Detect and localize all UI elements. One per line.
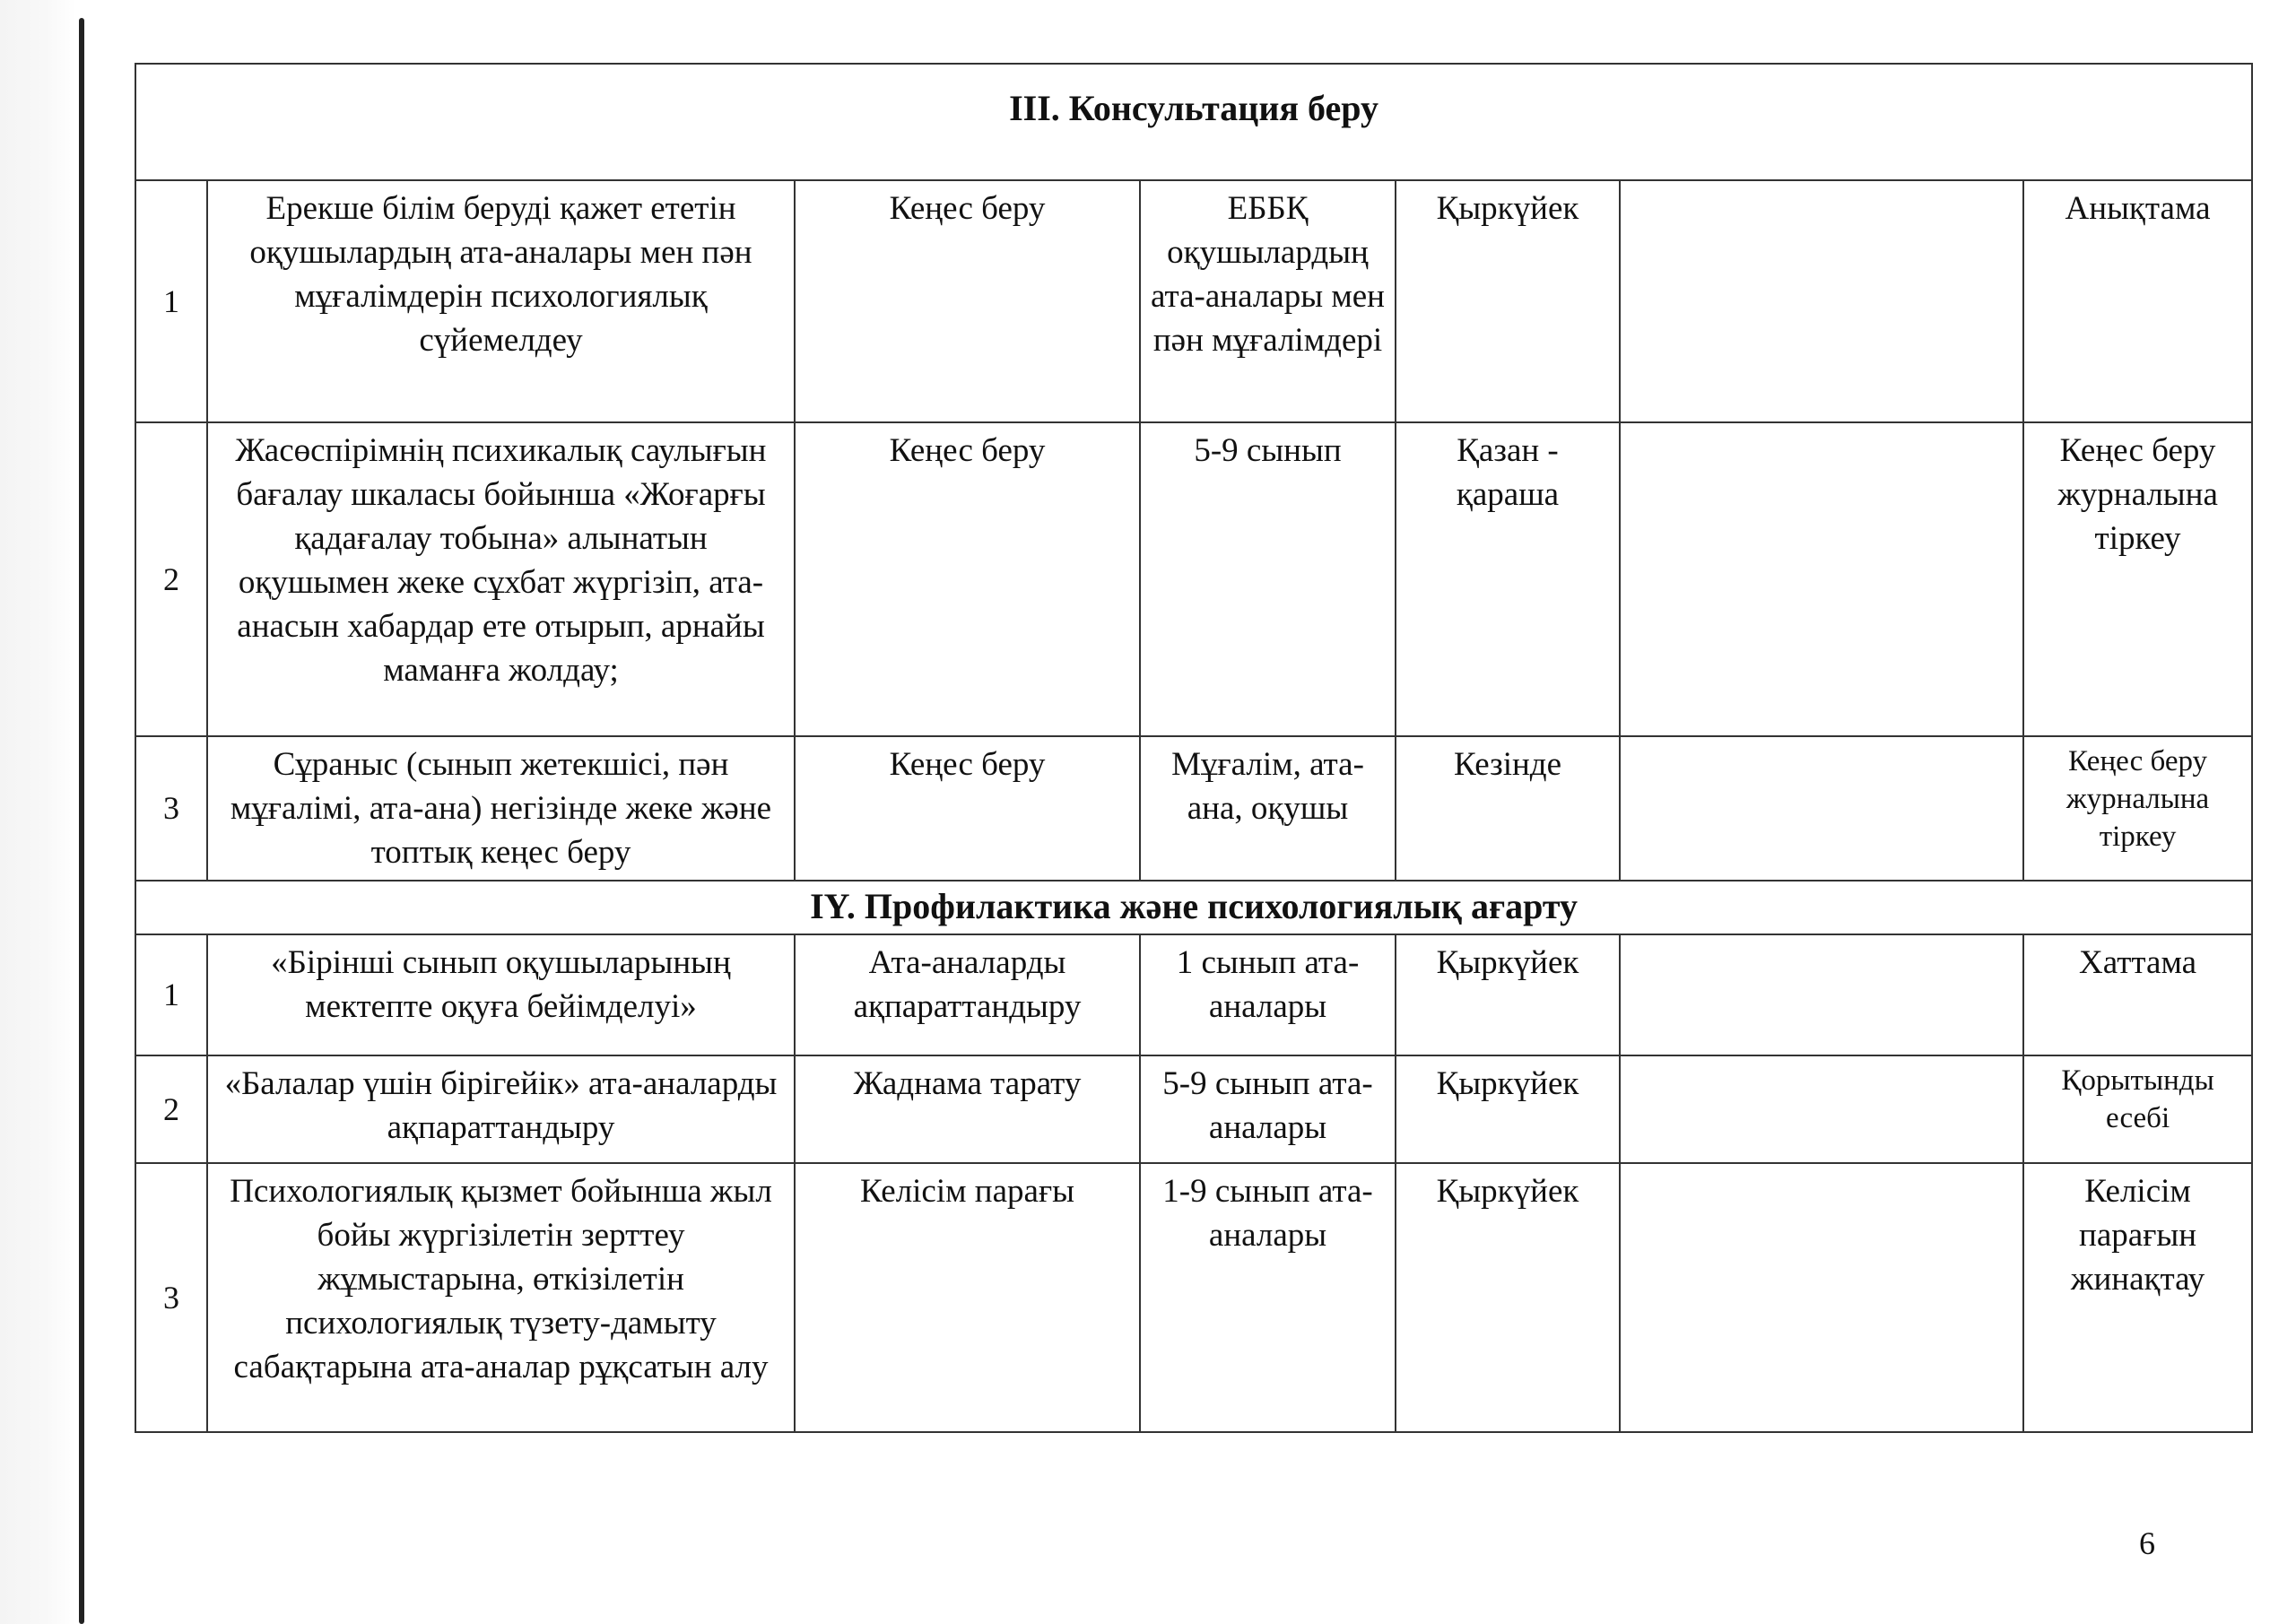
section-header-row <box>135 64 2252 180</box>
date-cell: Кезінде <box>1396 736 1620 881</box>
row-number: 1 <box>135 934 207 1055</box>
responsible-cell <box>1620 422 2023 736</box>
date-cell: Қыркүйек <box>1396 180 1620 422</box>
form-cell: Кеңес беру <box>795 736 1140 881</box>
result-cell: Анықтама <box>2023 180 2252 422</box>
date-cell: Қыркүйек <box>1396 1163 1620 1432</box>
section-header-row <box>135 881 2252 934</box>
table-row <box>135 1163 2252 1432</box>
participants-cell: Мұғалім, ата-ана, оқушы <box>1140 736 1396 881</box>
row-number: 1 <box>135 180 207 422</box>
plan-table <box>135 63 2253 1433</box>
binding-shadow <box>0 0 76 1624</box>
row-number: 2 <box>135 1055 207 1163</box>
date-cell: Қазан - қараша <box>1396 422 1620 736</box>
result-cell: Кеңес беру журналына тіркеу <box>2023 422 2252 736</box>
responsible-cell <box>1620 736 2023 881</box>
activity-cell: «Бірінші сынып оқушыларының мектепте оқуға бейімделуі» <box>207 934 795 1055</box>
table-row <box>135 736 2252 881</box>
table-row <box>135 180 2252 422</box>
responsible-cell <box>1620 934 2023 1055</box>
form-cell: Кеңес беру <box>795 180 1140 422</box>
page-number: 6 <box>2139 1525 2155 1561</box>
activity-cell: Сұраныс (сынып жетекшісі, пән мұғалімі, ата-ана) негізінде жеке және топтық кеңес беру <box>207 736 795 881</box>
responsible-cell <box>1620 180 2023 422</box>
activity-cell: Ерекше білім беруді қажет ететін оқушылардың ата-аналары мен пән мұғалімдерін психологиялық сүйемелдеу <box>207 180 795 422</box>
form-cell: Ата-аналарды ақпараттандыру <box>795 934 1140 1055</box>
form-cell: Жаднама тарату <box>795 1055 1140 1163</box>
table-row <box>135 422 2252 736</box>
table-row <box>135 1055 2252 1163</box>
result-cell: Кеңес беру журналына тіркеу <box>2023 736 2252 881</box>
activity-cell: «Балалар үшін бірігейік» ата-аналарды ақпараттандыру <box>207 1055 795 1163</box>
section-title: III. Консультация беру <box>135 64 2252 180</box>
row-number: 3 <box>135 1163 207 1432</box>
responsible-cell <box>1620 1163 2023 1432</box>
row-number: 3 <box>135 736 207 881</box>
binding-line <box>79 18 84 1624</box>
section-title: IY. Профилактика және психологиялық ағарту <box>135 881 2252 934</box>
participants-cell: ЕББҚ оқушылардың ата-аналары мен пән мұғалімдері <box>1140 180 1396 422</box>
result-cell: Келісім парағын жинақтау <box>2023 1163 2252 1432</box>
row-number: 2 <box>135 422 207 736</box>
participants-cell: 1-9 сынып ата-аналары <box>1140 1163 1396 1432</box>
participants-cell: 5-9 сынып ата-аналары <box>1140 1055 1396 1163</box>
result-cell: Қорытынды есебі <box>2023 1055 2252 1163</box>
form-cell: Келісім парағы <box>795 1163 1140 1432</box>
form-cell: Кеңес беру <box>795 422 1140 736</box>
date-cell: Қыркүйек <box>1396 934 1620 1055</box>
activity-cell: Жасөспірімнің психикалық саулығын бағалау шкаласы бойынша «Жоғарғы қадағалау тобына» алынатын оқушымен жеке сұхбат жүргізіп, ата-анасын хабардар ете отырып, арнайы маманға жолдау; <box>207 422 795 736</box>
result-cell: Хаттама <box>2023 934 2252 1055</box>
table-row <box>135 934 2252 1055</box>
activity-cell: Психологиялық қызмет бойынша жыл бойы жүргізілетін зерттеу жұмыстарына, өткізілетін психологиялық түзету-дамыту сабақтарына ата-аналар рұқсатын алу <box>207 1163 795 1432</box>
participants-cell: 5-9 сынып <box>1140 422 1396 736</box>
date-cell: Қыркүйек <box>1396 1055 1620 1163</box>
responsible-cell <box>1620 1055 2023 1163</box>
participants-cell: 1 сынып ата-аналары <box>1140 934 1396 1055</box>
